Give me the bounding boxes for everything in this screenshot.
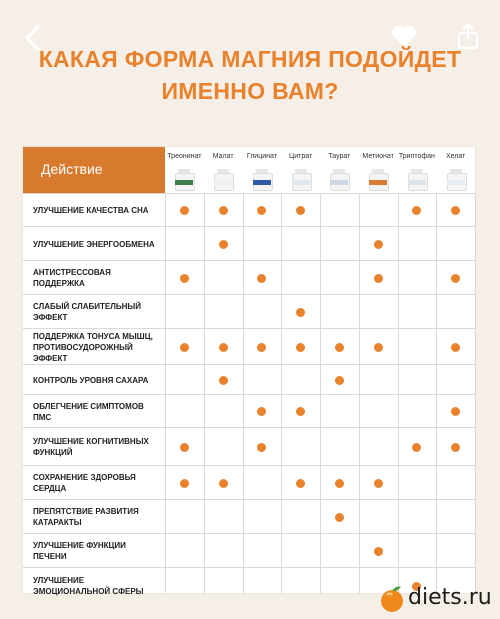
row-label: ОБЛЕГЧЕНИЕ СИМПТОМОВ ПМС [33,401,144,422]
benefit-marker [180,343,189,352]
column-header-label: Малат [212,153,234,160]
column-header-label: Триптофан [398,153,435,160]
benefit-marker [219,376,228,385]
row-label: УЛУЧШЕНИЕ КОГНИТИВНЫХ ФУНКЦИЙ [33,437,149,457]
column-header [320,147,359,193]
table-column-divider [475,193,476,593]
benefit-marker [180,274,189,283]
benefit-marker [374,479,383,488]
benefit-marker [451,443,460,452]
table-row [23,533,475,568]
supplement-bottle-icon [214,169,232,189]
row-label: ПРЕПЯТСТВИЕ РАЗВИТИЯ КАТАРАКТЫ [33,507,139,527]
benefit-marker [335,343,344,352]
row-label: СЛАБЫЙ СЛАБИТЕЛЬНЫЙ ЭФФЕКТ [33,302,141,322]
table-row [23,465,475,500]
table-row [23,499,475,534]
benefit-marker [451,407,460,416]
benefit-marker [451,274,460,283]
benefit-marker [257,443,266,452]
row-label: КОНТРОЛЬ УРОВНЯ САХАРА [33,375,149,385]
benefit-marker [374,547,383,556]
benefit-marker [335,479,344,488]
table-header [23,147,475,193]
watermark-text: diets.ru [408,585,492,610]
supplement-bottle-icon [369,169,387,189]
table-row [23,394,475,428]
benefit-marker [451,343,460,352]
column-header-label: Таурат [328,153,351,160]
benefit-marker [257,343,266,352]
row-label: УЛУЧШЕНИЕ ЭНЕРГООБМЕНА [33,239,155,249]
row-label: УЛУЧШЕНИЕ КАЧЕСТВА СНА [33,206,149,215]
benefit-marker [335,513,344,522]
supplement-bottle-icon [447,169,465,189]
benefit-marker [257,206,266,215]
benefit-marker [180,479,189,488]
supplement-bottle-icon [253,169,271,189]
column-header [281,147,320,193]
benefit-marker [296,206,305,215]
benefit-marker [335,376,344,385]
row-label: УЛУЧШЕНИЕ ЭМОЦИОНАЛЬНОЙ СФЕРЫ [33,576,144,596]
column-header [204,147,243,193]
benefit-marker [180,443,189,452]
column-header-label: Цитрат [289,153,313,160]
column-header [359,147,398,193]
title-line-1: КАКАЯ ФОРМА МАГНИЯ ПОДОЙДЕТ [38,46,462,72]
benefit-marker [296,407,305,416]
table-row [23,364,475,395]
benefit-marker [257,407,266,416]
column-header [436,147,475,193]
benefit-marker [451,206,460,215]
column-header-label: Метионат [362,153,394,160]
supplement-bottle-icon [292,169,310,189]
benefit-marker [219,206,228,215]
table-row [23,328,475,365]
action-header-cell [23,147,165,193]
benefit-marker [219,343,228,352]
table-row [23,193,475,227]
benefit-marker [412,206,421,215]
column-header-label: Хелат [445,153,466,160]
benefit-marker [219,479,228,488]
benefit-marker [374,274,383,283]
row-label: УЛУЧШЕНИЕ ФУНКЦИИ ПЕЧЕНИ [33,541,126,561]
benefit-marker [219,240,228,249]
benefit-marker [412,443,421,452]
benefit-marker [296,308,305,317]
supplement-bottle-icon [330,169,348,189]
benefit-marker [374,343,383,352]
benefit-marker [180,206,189,215]
row-label: ПОДДЕРЖКА ТОНУСА МЫШЦ, ПРОТИВОСУДОРОЖНЫЙ ЭФФЕКТ [33,332,153,363]
comparison-table [23,147,475,596]
action-header-label: Действие [41,161,103,177]
table-row [23,260,475,295]
page-title [0,43,500,107]
column-header [165,147,204,193]
diets-logo [378,583,498,613]
row-label: АНТИСТРЕССОВАЯ ПОДДЕРЖКА [33,268,111,288]
benefit-marker [296,343,305,352]
benefit-marker [374,240,383,249]
table-row [23,427,475,466]
title-line-2: ИМЕННО ВАМ? [161,78,339,104]
supplement-bottle-icon [408,169,426,189]
supplement-bottle-icon [175,169,193,189]
table-row [23,226,475,261]
benefit-marker [296,479,305,488]
table-row [23,294,475,329]
column-header [398,147,437,193]
row-label: СОХРАНЕНИЕ ЗДОРОВЬЯ СЕРДЦА [33,473,136,493]
benefit-marker [257,274,266,283]
column-header [243,147,282,193]
apple-logo-icon [378,583,406,613]
column-header-label: Глицинат [246,153,277,160]
column-header-label: Треонинат [167,153,202,160]
